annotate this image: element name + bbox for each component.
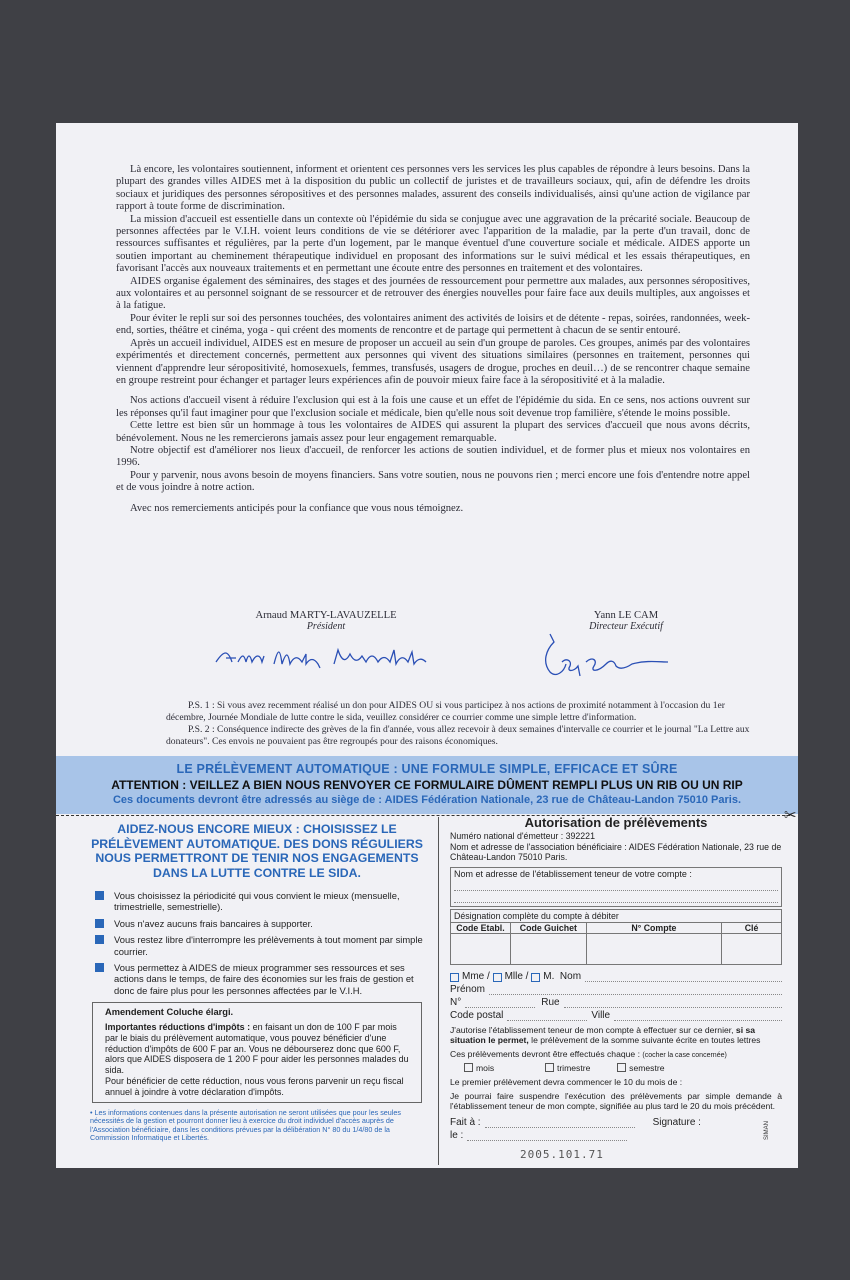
bullet-icon bbox=[95, 935, 104, 944]
letter-paragraph: Notre objectif est d'améliorer nos lieux d'accueil, de renforcer les actions de soutien individuel, et de former plus et mieux nos volontaires en 1996. bbox=[116, 444, 750, 469]
col-code-guichet: Code Guichet bbox=[510, 923, 586, 934]
printer-mark: SIMAN bbox=[764, 1120, 770, 1140]
col-code-etabl: Code Etabl. bbox=[451, 923, 510, 934]
col-cle: Clé bbox=[722, 923, 781, 934]
signatory-role: Président bbox=[306, 621, 346, 632]
banner-headline: LE PRÉLÈVEMENT AUTOMATIQUE : UNE FORMULE SIMPLE, EFFICACE ET SÛRE bbox=[176, 762, 678, 776]
signatory-president bbox=[226, 610, 426, 632]
place-field[interactable] bbox=[485, 1117, 635, 1128]
signatory-director bbox=[526, 610, 726, 632]
letter-paragraph: La mission d'accueil est essentielle dans un contexte où l'épidémie du sida se conjugue avec une aggravation de la précarité sociale. Beaucoup de personnes affectées par le V.I.H. voient leurs conditions de vie se détériorer avec l'apparition de la maladie, par la perte d'un travail, donc de ressources suffisantes et régulières, par la perte d'un logement, par le manque éventuel d'une couverture sociale et médicale. AIDES apporte un soutien important au cheminement thérapeutique individuel en proposant des informations sur le suivi médical et les essais thérapeutiques, en favorisant l'accès aux nouveaux traitements et en permettant une écoute entre des personnes en traitement et des volontaires. bbox=[116, 213, 750, 275]
benefit-item: Vous choisissez la périodicité qui vous convient le mieux (mensuelle, trimestrielle, semestrielle). bbox=[86, 890, 428, 913]
account-table bbox=[450, 909, 782, 966]
benefit-list bbox=[86, 890, 428, 996]
letter-paragraph: Nos actions d'accueil visent à réduire l'exclusion qui est à la fois une cause et un effet de l'épidémie du sida. En ce sens, nos actions ouvrent sur les réponses qu'il faut imaginer pour que l'exclusion sociale et médicale, bien qu'elle nous soit devenue trop familière, s'étende le moins possible. bbox=[116, 395, 750, 419]
info-banner bbox=[56, 756, 798, 814]
code-etabl-input[interactable] bbox=[451, 934, 510, 965]
letter-paragraph: Cette lettre est bien sûr un hommage à tous les volontaires de AIDES qui assurent la plupart des services d'accueil que nous avons décrits, bénévolement. Nous ne les remercierons jamais assez pour leur engagement remarquable. bbox=[116, 420, 750, 444]
bullet-icon bbox=[95, 963, 104, 972]
code-guichet-input[interactable] bbox=[510, 934, 586, 965]
mlle-checkbox[interactable] bbox=[493, 973, 502, 982]
postal-code-field[interactable] bbox=[507, 1010, 587, 1021]
city-row: Code postal Ville bbox=[450, 1010, 782, 1021]
letter-paragraph: AIDES organise également des séminaires, des stages et des journées de ressourcement pour permettre aux malades, aux personnes séropositives, aux volontaires et au personnel soignant de se ressourcer et de retrouver des énergies nouvelles pour faire face aux deuils multiples, aux angoisses et à la fatigue. bbox=[116, 275, 750, 312]
nom-field[interactable] bbox=[585, 971, 782, 982]
bullet-icon bbox=[95, 891, 104, 900]
letter-closing: Avec nos remerciements anticipés pour la confiance que vous nous témoignez. bbox=[130, 502, 464, 514]
signature-block bbox=[116, 610, 750, 690]
number-field[interactable] bbox=[465, 997, 535, 1008]
letter-paragraph: Après un accueil individuel, AIDES est en mesure de proposer un accueil au sein d'un groupe de paroles. Ces groupes, animés par des volontaires expérimentés et directement concernés, permettent aux personnes qui vivent des situations similaires (personnes en traitement, personnes qui viennent d'apprendre leur séropositivité, homosexuels, femmes, transfusés, usagers de drogue, proches en deuil…) de se rencontrer chaque semaine en groupe restreint pour échanger et partager leurs expériences afin de pouvoir mieux faire face à la séropositivité et à la maladie. bbox=[116, 337, 750, 386]
bullet-icon bbox=[95, 919, 104, 928]
prenom-field[interactable] bbox=[489, 984, 782, 995]
emitter-number: Numéro national d'émetteur : 392221 bbox=[450, 831, 595, 842]
signatory-role: Directeur Exécutif bbox=[589, 621, 663, 632]
handwritten-signature-president bbox=[214, 642, 434, 672]
handwritten-signature-director bbox=[536, 632, 686, 682]
privacy-notice: • Les informations contenues dans la présente autorisation ne seront utilisées que pour les seules nécessités de la gestion et pourront donner lieu à exercice du droit individuel d'accès auprès de l'Association bénéficiaire, dans les conditions prévues par la délibération N° 80 du 1/4/80 de la Commission Informatique et Libertés. bbox=[90, 1107, 401, 1143]
form-divider bbox=[438, 817, 439, 1165]
amendment-text: Importantes réductions d'impôts : en faisant un don de 100 F par mois par le biais du prélèvement automatique, vous pouvez bénéficier d'une réduction d'impôts de 600 F par an. Vous ne débourserez donc que 600 F, alors que AIDES disposera de 1 200 F pour aider les personnes malades du sida. bbox=[105, 1022, 409, 1076]
letter-body bbox=[116, 164, 750, 515]
tax-amendment-box bbox=[92, 1002, 422, 1102]
inventory-stamp: 2005.101.71 bbox=[520, 1148, 604, 1161]
title-name-row: Mme / Mlle / M. Nom bbox=[450, 971, 782, 982]
beneficiary-address: Nom et adresse de l'association bénéficiaire : AIDES Fédération Nationale, 23 rue de Château-Landon 75010 Paris. bbox=[450, 841, 782, 863]
postscript bbox=[166, 700, 752, 748]
city-field[interactable] bbox=[614, 1010, 782, 1021]
banner-address: Ces documents devront être adressés au siège de : AIDES Fédération Nationale, 23 rue de Château-Landon 75010 Paris. bbox=[112, 794, 742, 806]
letter-paragraph: Pour y parvenir, nous avons besoin de moyens financiers. Sans votre soutien, nous ne pouvons rien ; merci encore une fois d'entendre notre appel et de vous joindre à notre action. bbox=[116, 469, 750, 494]
signatory-name: Yann LE CAM bbox=[593, 610, 659, 621]
amendment-title: Amendement Coluche élargi. bbox=[105, 1007, 234, 1018]
ps-1: P.S. 1 : Si vous avez recemment réalisé un don pour AIDES OU si vous participez à nos actions de proximité notamment à l'occasion du 1er décembre, Journée Mondiale de lutte contre le sida, veuillez considérer ce courrier comme une simple lettre d'information. bbox=[166, 700, 725, 723]
left-panel bbox=[86, 822, 428, 1143]
suspension-notice: Je pourrai faire suspendre l'exécution des prélèvements par simple demande à l'établissement teneur de mon compte, signifiée au plus tard le 20 du mois précédent. bbox=[450, 1091, 782, 1112]
account-label: Désignation complète du compte à débiter bbox=[451, 910, 781, 923]
mme-checkbox[interactable] bbox=[450, 973, 459, 982]
authorization-form bbox=[450, 817, 782, 1141]
quarterly-checkbox[interactable] bbox=[545, 1063, 554, 1072]
col-numero-compte: N° Compte bbox=[586, 923, 721, 934]
address-row: N° Rue bbox=[450, 997, 782, 1008]
signatory-name: Arnaud MARTY-LAVAUZELLE bbox=[255, 610, 397, 621]
date-row: le : bbox=[450, 1130, 782, 1141]
scissors-icon: ✂ bbox=[784, 807, 797, 824]
date-field[interactable] bbox=[467, 1130, 627, 1141]
amendment-text-2: Pour bénéficier de cette réduction, nous vous ferons parvenir un reçu fiscal annuel à joindre à votre déclaration d'impôts. bbox=[105, 1076, 404, 1097]
benefit-item: Vous permettez à AIDES de mieux programmer ses ressources et ses actions dans le temps, de faire des économies sur les frais de gestion et donc de faire plus pour les personnes affectées par le V.I.H. bbox=[86, 962, 428, 996]
street-field[interactable] bbox=[564, 997, 782, 1008]
monthly-checkbox[interactable] bbox=[464, 1063, 473, 1072]
banner-warning: ATTENTION : VEILLEZ A BIEN NOUS RENVOYER CE FORMULAIRE DÛMENT REMPLI PLUS UN RIB OU UN RIP bbox=[111, 778, 743, 792]
letter-paragraph: Là encore, les volontaires soutiennent, informent et orientent ces personnes vers les services les plus capables de répondre à leurs besoins. Dans la plupart des grandes villes AIDES met à la disposition du public un collectif de juristes et de travailleurs sociaux, qui, afin de défendre les droits sociaux et juridiques des personnes séropositives et des personnes malades, assurent des conseils individualisés, ainsi qu'une action de vigilance par rapport à toute forme de discrimination. bbox=[116, 164, 750, 213]
ps-2: P.S. 2 : Conséquence indirecte des grèves de la fin d'année, vous allez recevoir à deux semaines d'intervalle ce courrier et le journal "La Lettre aux donateurs". Ces envois ne pouvaient pas être regroupés pour des raisons économiques. bbox=[166, 724, 750, 747]
form-title: Autorisation de prélèvements bbox=[524, 815, 708, 830]
prenom-row: Prénom bbox=[450, 984, 782, 995]
account-number-input[interactable] bbox=[586, 934, 721, 965]
appeal-heading: AIDEZ-NOUS ENCORE MIEUX : CHOISISSEZ LE PRÉLÈVEMENT AUTOMATIQUE. DES DONS RÉGULIERS NOUS PERMETTRONT DE TENIR NOS ENGAGEMENTS DANS LA LUTTE CONTRE LE SIDA. bbox=[91, 822, 423, 880]
cle-input[interactable] bbox=[722, 934, 781, 965]
bank-address-field[interactable]: Nom et adresse de l'établissement teneur de votre compte : bbox=[450, 867, 782, 907]
semiannual-checkbox[interactable] bbox=[617, 1063, 626, 1072]
frequency-row: Ces prélèvements devront être effectués chaque : (cocher la case concernée) mois trimestre semestre bbox=[450, 1049, 727, 1074]
benefit-item: Vous restez libre d'interrompre les prélèvements à tout moment par simple courrier. bbox=[86, 934, 428, 957]
authorization-text: J'autorise l'établissement teneur de mon compte à effectuer sur ce dernier, si sa situation le permet, le prélèvement de la somme suivante écrite en toutes lettres bbox=[450, 1025, 761, 1046]
m-checkbox[interactable] bbox=[531, 973, 540, 982]
benefit-item: Vous n'avez aucuns frais bancaires à supporter. bbox=[86, 918, 428, 929]
letter-paragraph: Pour éviter le repli sur soi des personnes touchées, des volontaires animent des activités de loisirs et de détente - repas, soirées, randonnées, week-end, sorties, théâtre et cinéma, yoga - qui créent des moments de rencontre et de partage qui permettent à chacun de se sentir entouré. bbox=[116, 312, 750, 337]
first-debit-row: Le premier prélèvement devra commencer le 10 du mois de : bbox=[450, 1077, 683, 1088]
place-signature-row: Fait à : Signature : bbox=[450, 1117, 701, 1129]
